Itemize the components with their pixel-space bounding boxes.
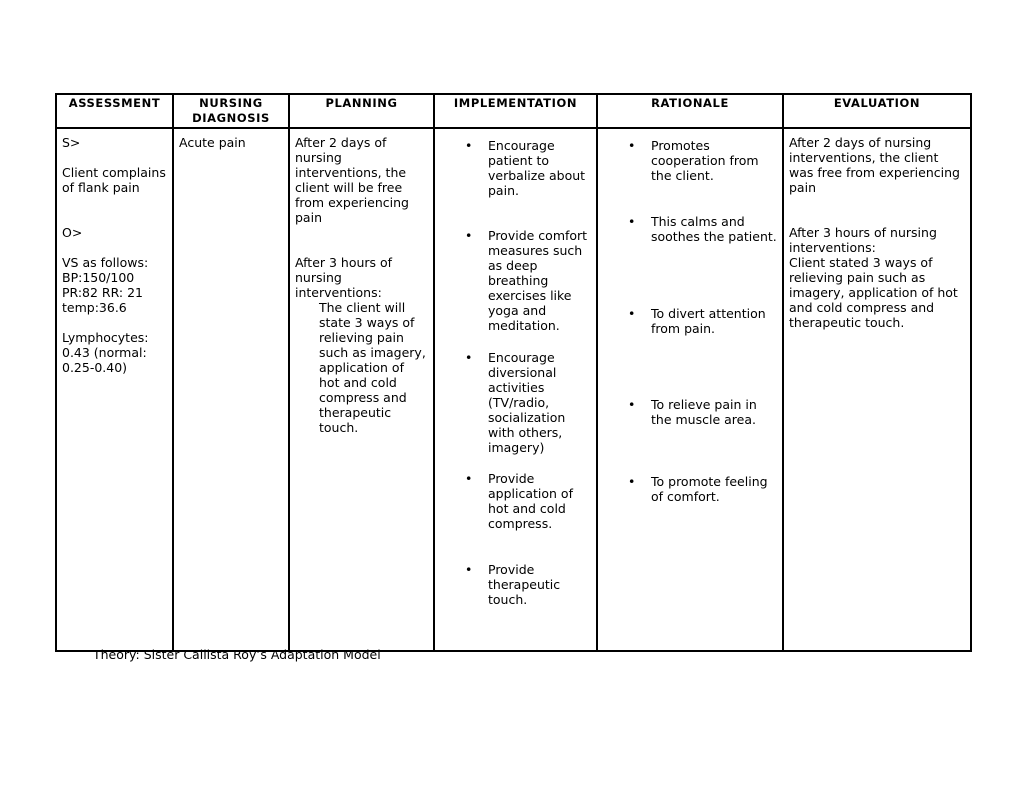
rationale-list-5 (603, 474, 777, 504)
rationale-list-2 (603, 214, 777, 244)
header-assessment: ASSESSMENT (56, 94, 173, 128)
pulse-respiration: PR:82 RR: 21 (62, 285, 144, 300)
nursing-care-plan-table (55, 93, 972, 652)
lymphocytes: Lymphocytes: 0.43 (normal: 0.25-0.40) (62, 330, 149, 375)
rationale-list-3 (603, 306, 777, 336)
implementation-item: • Provide application of hot and cold compress. (440, 471, 591, 531)
implementation-list (440, 138, 591, 198)
temperature: temp:36.6 (62, 300, 127, 315)
diagnosis-cell (173, 128, 289, 651)
rationale-item: • To relieve pain in the muscle area. (603, 397, 777, 427)
implementation-list-5 (440, 562, 591, 607)
blood-pressure: BP:150/100 (62, 270, 135, 285)
evaluation-2-detail: Client stated 3 ways of relieving pain such as imagery, application of hot and cold compress and therapeutic touch. (789, 255, 958, 330)
planning-goal-2-detail: The client will state 3 ways of relieving pain such as imagery, application of hot and cold compress and therapeutic touch. (319, 300, 426, 435)
implementation-list-2 (440, 228, 591, 333)
header-evaluation: EVALUATION (783, 94, 971, 128)
implementation-item: • Encourage patient to verbalize about pain. (440, 138, 591, 198)
theory-footnote: Theory: Sister Callista Roy’s Adaptation Model (93, 647, 381, 662)
objective-label: O> (62, 225, 83, 240)
planning-goal-2-intro: After 3 hours of nursing interventions: (295, 255, 393, 300)
header-diagnosis-line1: NURSING (199, 96, 263, 110)
vital-signs-intro: VS as follows: (62, 255, 149, 270)
content-row (56, 128, 971, 651)
diagnosis-text: Acute pain (179, 135, 246, 150)
implementation-cell (434, 128, 597, 651)
implementation-list-4 (440, 471, 591, 531)
rationale-list-4 (603, 397, 777, 427)
implementation-item: • Provide therapeutic touch. (440, 562, 591, 607)
evaluation-cell (783, 128, 971, 651)
evaluation-1: After 2 days of nursing interventions, the client was free from experiencing pain (789, 135, 960, 195)
header-implementation: IMPLEMENTATION (434, 94, 597, 128)
header-row (56, 94, 971, 128)
evaluation-2-intro: After 3 hours of nursing interventions: (789, 225, 937, 255)
header-diagnosis-line2: DIAGNOSIS (192, 111, 270, 125)
subjective-text: Client complains of flank pain (62, 165, 166, 195)
implementation-list-3 (440, 350, 591, 455)
rationale-item: • Promotes cooperation from the client. (603, 138, 777, 183)
implementation-item: • Encourage diversional activities (TV/radio, socialization with others, imagery) (440, 350, 591, 455)
rationale-item: • This calms and soothes the patient. (603, 214, 777, 244)
implementation-item: • Provide comfort measures such as deep breathing exercises like yoga and meditation. (440, 228, 591, 333)
rationale-list-1 (603, 138, 777, 183)
rationale-item: • To promote feeling of comfort. (603, 474, 777, 504)
assessment-cell (56, 128, 173, 651)
rationale-cell (597, 128, 783, 651)
planning-cell (289, 128, 434, 651)
rationale-item: • To divert attention from pain. (603, 306, 777, 336)
subjective-label: S> (62, 135, 81, 150)
header-planning: PLANNING (289, 94, 434, 128)
planning-goal-1: After 2 days of nursing interventions, the client will be free from experiencing pain (295, 135, 409, 225)
header-rationale: RATIONALE (597, 94, 783, 128)
header-nursing-diagnosis (173, 94, 289, 128)
